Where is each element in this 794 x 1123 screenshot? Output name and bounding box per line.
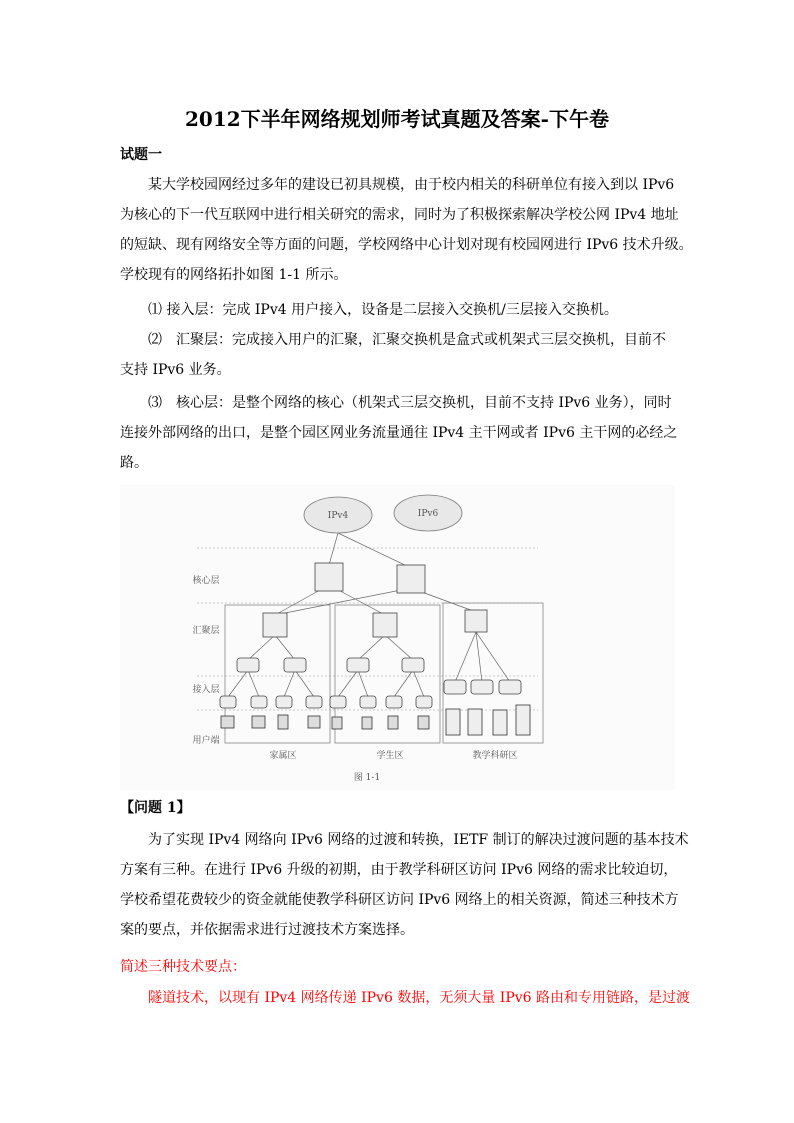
question-line: 方案有三种。在进行 IPv6 升级的初期，由于教学科研区访问 IPv6 网络的需求比较迫切，: [120, 862, 678, 878]
question-line: 学校希望花费较少的资金就能使教学科研区访问 IPv6 网络上的相关资源，简述三种技术方: [120, 892, 679, 908]
svg-text:IPv4: IPv4: [327, 511, 349, 521]
aggregation-switch-icon: [263, 613, 287, 637]
svg-text:IPv6: IPv6: [417, 509, 439, 519]
intro-line: 某大学校园网经过多年的建设已初具规模，由于校内相关的科研单位有接入到以 IPv6: [148, 177, 675, 193]
core-switch-icon: [397, 565, 425, 593]
list-item-core: ⑶ 核心层：是整个网络的核心（机架式三层交换机，目前不支持 IPv6 业务），同时: [148, 395, 672, 411]
aggregation-switch-icon: [373, 613, 397, 637]
core-switch-icon: [315, 563, 343, 591]
layer-label-aggregation: 汇聚层: [192, 626, 220, 636]
question-heading: 【问题 1】: [120, 800, 191, 816]
list-item-aggregation: ⑵ 汇聚层：完成接入用户的汇聚，汇聚交换机是盒式或机架式三层交换机，目前不: [148, 332, 666, 348]
aggregation-switch-icon: [465, 610, 487, 632]
question-line: 案的要点，并依据需求进行过渡技术方案选择。: [120, 922, 414, 938]
leaf-switches: [220, 696, 432, 708]
page-title: 2012下半年网络规划师考试真题及答案-下午卷: [185, 107, 609, 131]
layer-label-user: 用户端: [192, 736, 220, 746]
layer-label-access: 接入层: [192, 685, 220, 695]
section-heading: 试题一: [120, 147, 162, 163]
intro-line: 的短缺、现有网络安全等方面的问题，学校网络中心计划对现有校园网进行 IPv6 技术升级。: [120, 237, 693, 253]
list-item-access: ⑴ 接入层：完成 IPv4 用户接入，设备是二层接入交换机/三层接入交换机。: [148, 302, 618, 318]
access-switch-icon: [499, 680, 521, 694]
answer-heading: 简述三种技术要点：: [120, 959, 246, 975]
question-line: 为了实现 IPv4 网络向 IPv6 网络的过渡和转换，IETF 制订的解决过渡问题的基本技术: [148, 832, 689, 848]
list-item-core-cont: 连接外部网络的出口，是整个园区网业务流量通往 IPv4 主干网或者 IPv6 主干网的必经之: [120, 425, 678, 441]
cloud-ipv4-icon: [304, 497, 372, 533]
figure-caption: 图 1-1: [353, 773, 381, 783]
layer-label-core: 核心层: [192, 576, 220, 586]
user-devices: [221, 715, 429, 729]
answer-line: 隧道技术，以现有 IPv4 网络传递 IPv6 数据，无须大量 IPv6 路由和专用链路，是过渡: [148, 990, 690, 1006]
intro-line: 学校现有的网络拓扑如图 1-1 所示。: [120, 267, 348, 283]
zone-label-teaching: 教学科研区: [472, 751, 518, 761]
list-item-core-cont: 路。: [120, 455, 148, 471]
intro-line: 为核心的下一代互联网中进行相关研究的需求，同时为了积极探索解决学校公网 IPv4 地址: [120, 207, 679, 223]
access-switch-icon: [471, 680, 493, 694]
zone-label-student: 学生区: [376, 751, 404, 761]
list-item-aggregation-cont: 支持 IPv6 业务。: [120, 362, 231, 378]
network-topology-figure: [120, 485, 675, 790]
access-switch-icon: [402, 658, 424, 672]
server-icons: [446, 705, 530, 735]
access-switch-icon: [444, 680, 466, 694]
cloud-ipv6-icon: [394, 495, 462, 531]
access-switch-icon: [347, 658, 369, 672]
zone-label-family: 家属区: [269, 751, 297, 761]
access-switch-icon: [237, 658, 259, 672]
access-switch-icon: [284, 658, 306, 672]
